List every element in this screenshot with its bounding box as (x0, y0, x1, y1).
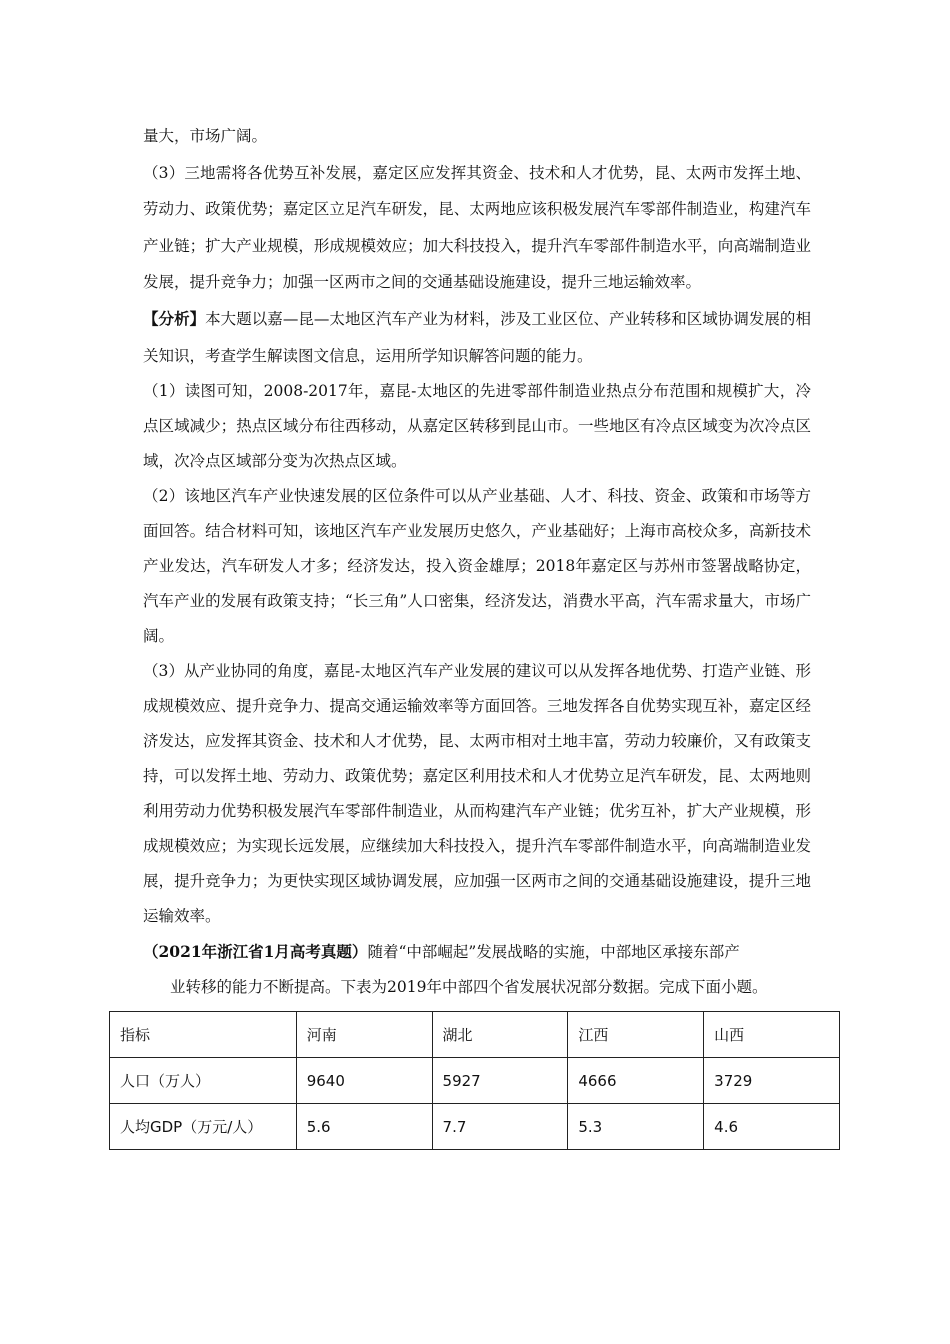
table-header-cell: 河南 (296, 1012, 432, 1058)
table-row (110, 1104, 840, 1150)
analysis-2: （2）该地区汽车产业快速发展的区位条件可以从产业基础、人才、科技、资金、政策和市场等方面回答。结合材料可知，该地区汽车产业发展历史悠久，产业基础好；上海市高校众多，高新技术产业发达，汽车研发人才多；经济发达，投入资金雄厚；2018年嘉定区与苏州市签署战略协定，汽车产业的发展有政策支持；“长三角”人口密集，经济发达，消费水平高，汽车需求量大，市场广阔。 (143, 487, 811, 646)
table-header-cell: 湖北 (432, 1012, 568, 1058)
analysis-3: （3）从产业协同的角度，嘉昆-太地区汽车产业发展的建议可以从发挥各地优势、打造产业链、形成规模效应、提升竞争力、提高交通运输效率等方面回答。三地发挥各自优势实现互补，嘉定区经济发达，应发挥其资金、技术和人才优势，昆、太两市相对土地丰富，劳动力较廉价，又有政策支持，可以发挥土地、劳动力、政策优势；嘉定区利用技术和人才优势立足汽车研发，昆、太两地则利用劳动力优势积极发展汽车零部件制造业，从而构建汽车产业链；优劣互补，扩大产业规模，形成规模效应；为实现长远发展，应继续加大科技投入，提升汽车零部件制造水平，向高端制造业发展，提升竞争力；为更快实现区域协调发展，应加强一区两市之间的交通基础设施建设，提升三地运输效率。 (143, 662, 811, 926)
table-row (110, 1058, 840, 1104)
table-cell: 5.3 (568, 1104, 704, 1150)
table-cell: 4.6 (704, 1104, 840, 1150)
answer-3: （3）三地需将各优势互补发展，嘉定区应发挥其资金、技术和人才优势，昆、太两市发挥土地、劳动力、政策优势；嘉定区立足汽车研发，昆、太两地应该积极发展汽车零部件制造业，构建汽车产业链；扩大产业规模，形成规模效应；加大科技投入，提升汽车零部件制造水平，向高端制造业发展，提升竞争力；加强一区两市之间的交通基础设施建设，提升三地运输效率。 (143, 163, 811, 292)
question-intro-line2-visible: 业转移的能力不断提高。下表为2019年中部四个省发展状况部分数据。完成下面小题。 (170, 978, 768, 996)
province-data-table (109, 1011, 840, 1150)
paragraph-continuation: 量大，市场广阔。 (143, 127, 268, 145)
analysis-paragraph (143, 301, 811, 374)
table-header-row (110, 1012, 840, 1058)
analysis-label: 【分析】 (143, 308, 206, 328)
analysis-1: （1）读图可知，2008-2017年，嘉昆-太地区的先进零部件制造业热点分布范围和规模扩大，冷点区域减少；热点区域分布往西移动，从嘉定区转移到昆山市。一些地区有冷点区域变为次冷点区域，次冷点区域部分变为次热点区域。 (143, 382, 811, 471)
table-header-cell: 江西 (568, 1012, 704, 1058)
question-intro-line1 (143, 934, 811, 970)
answer-body (143, 118, 811, 934)
table-cell: 人均GDP（万元/人） (110, 1104, 297, 1150)
table-cell: 5.6 (296, 1104, 432, 1150)
table-header-cell: 指标 (110, 1012, 297, 1058)
table-header-cell: 山西 (704, 1012, 840, 1058)
question-intro-text1: 随着“中部崛起”发展战略的实施，中部地区承接东部产 (367, 943, 740, 961)
table-cell: 人口（万人） (110, 1058, 297, 1104)
table-cell: 5927 (432, 1058, 568, 1104)
question-source: （2021年浙江省1月高考真题） (143, 942, 368, 961)
table-cell: 3729 (704, 1058, 840, 1104)
analysis-text: 本大题以嘉—昆—太地区汽车产业为材料，涉及工业区位、产业转移和区域协调发展的相关知识，考查学生解读图文信息，运用所学知识解答问题的能力。 (143, 309, 811, 365)
table-cell: 4666 (568, 1058, 704, 1104)
table-cell: 9640 (296, 1058, 432, 1104)
table-cell: 7.7 (432, 1104, 568, 1150)
